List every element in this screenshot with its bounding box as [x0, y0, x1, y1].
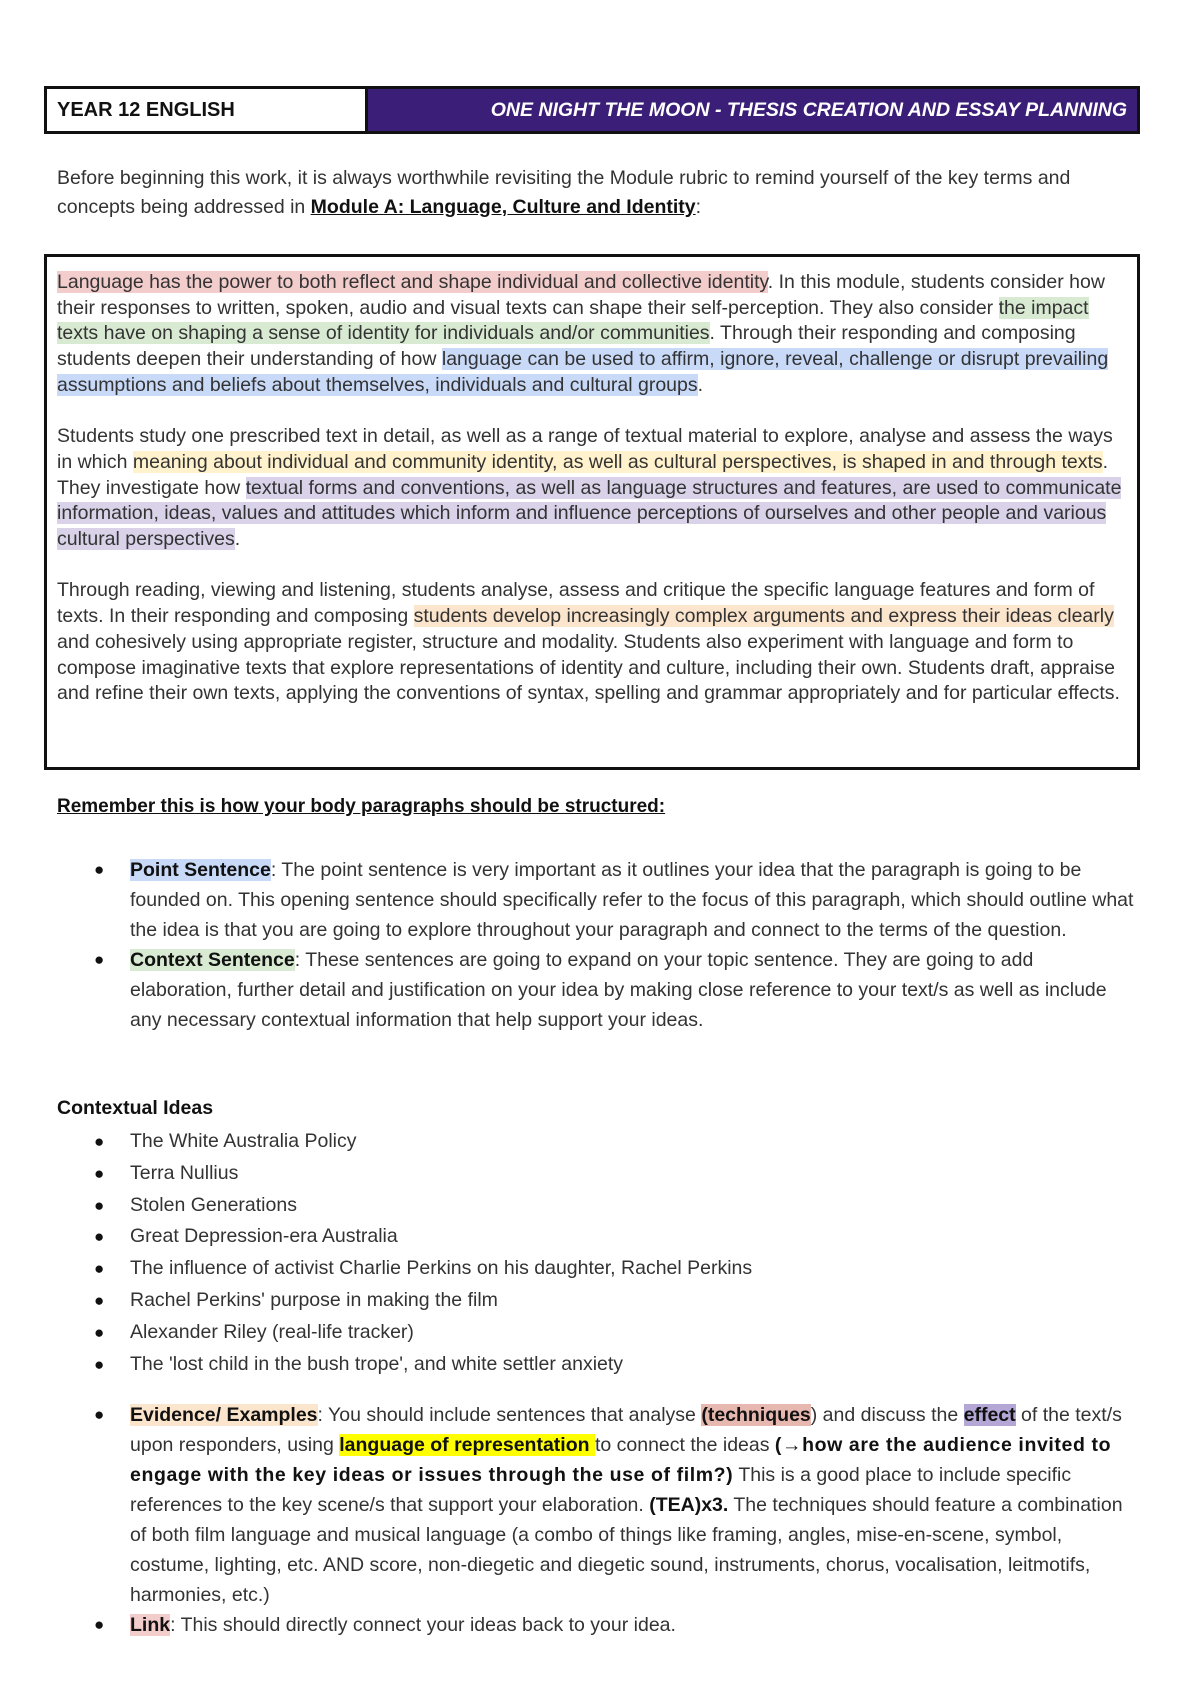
context-sentence-label: Context Sentence — [130, 949, 295, 971]
structure-heading: Remember this is how your body paragraphs should be structured: — [57, 796, 666, 817]
evidence-question: (→how are the audience invited to engage with the key ideas or issues through the use of film?) — [130, 1434, 1112, 1486]
rubric-text: and cohesively using appropriate register, structure and modality. Students also experiment with language and form to compose imaginative texts that explore representations of identity and culture, including their own. Students draft, appraise and refine their own texts, applying the conventions of syntax, spelling and grammar appropriately and for particular effects. — [57, 630, 1120, 705]
bullet-icon: ● — [94, 1322, 105, 1342]
evidence-text: to connect the ideas — [594, 1434, 775, 1456]
bullet-icon: ● — [94, 1195, 105, 1215]
evidence-text: : You should include sentences that analyse — [317, 1404, 702, 1426]
highlight-red: Language has the power to both reflect and shape individual and collective identity — [57, 271, 768, 293]
rubric-text: . Through their responding and composing students deepen their understanding of how — [57, 322, 1076, 371]
list-item — [90, 1400, 1140, 1610]
highlight-yellow: meaning about individual and community identity, as well as cultural perspectives, is shaped in and through texts — [132, 450, 1103, 473]
list-item — [90, 855, 1140, 945]
highlight-blue: language can be used to affirm, ignore, reveal, challenge or disrupt prevailing assumptions and beliefs about themselves, individuals and cultural groups — [57, 348, 1109, 396]
rubric-paragraph-2 — [57, 424, 1127, 553]
list-item-text: Alexander Riley (real-life tracker) — [130, 1320, 414, 1343]
list-item-text: The influence of activist Charlie Perkins on his daughter, Rachel Perkins — [130, 1257, 753, 1280]
document-title: ONE NIGHT THE MOON - THESIS CREATION AND ESSAY PLANNING — [368, 89, 1137, 131]
separator: : — [270, 859, 277, 881]
intro-text: Before beginning this work, it is always worthwhile revisiting the Module rubric to remind yourself of the key terms and concepts being addressed in — [57, 167, 1071, 218]
rubric-text: . — [234, 528, 241, 551]
point-sentence-label: Point Sentence — [130, 859, 271, 881]
bullet-icon: ● — [94, 1259, 105, 1279]
list-item — [90, 1253, 1140, 1285]
list-item-text: Stolen Generations — [130, 1193, 297, 1216]
language-of-representation-highlight: language of representation — [339, 1434, 595, 1456]
rubric-text: . In this module, students consider how their responses to written, spoken, audio and visual texts can shape their self-perception. They also consider — [57, 271, 1105, 319]
rubric-text: . They investigate how — [57, 450, 1109, 499]
intro-colon: : — [695, 196, 702, 218]
bullet-icon: ● — [94, 950, 105, 969]
list-item — [90, 1349, 1140, 1381]
list-item — [90, 1221, 1140, 1253]
context-sentence-text: These sentences are going to expand on your topic sentence. They are going to add elaboration, further detail and justification on your idea by making close reference to your text/s as well as include any necessary contextual information that help support your ideas. — [130, 949, 1107, 1031]
contextual-ideas-list — [90, 1126, 1140, 1380]
bullet-icon: ● — [94, 860, 105, 879]
contextual-ideas-heading: Contextual Ideas — [57, 1097, 214, 1119]
list-item — [90, 1285, 1140, 1317]
bullet-icon: ● — [94, 1405, 105, 1424]
link-text: : This should directly connect your ideas back to your idea. — [170, 1614, 676, 1636]
list-item-text: Great Depression-era Australia — [130, 1225, 398, 1248]
evidence-text: ) and discuss the — [810, 1404, 964, 1426]
separator: : — [294, 949, 301, 971]
tea-label: (TEA)x3. — [649, 1494, 729, 1516]
link-label: Link — [130, 1614, 171, 1636]
list-item — [90, 1126, 1140, 1158]
module-rubric-box — [44, 254, 1140, 770]
intro-paragraph — [57, 164, 1147, 222]
list-item — [90, 1610, 1140, 1640]
rubric-paragraph-1 — [57, 270, 1127, 399]
rubric-text: Students study one prescribed text in detail, as well as a range of textual material to explore, analyse and assess the ways in which — [57, 425, 1113, 473]
effect-highlight: effect — [963, 1404, 1016, 1426]
bullet-icon: ● — [94, 1132, 105, 1151]
bullet-icon: ● — [94, 1163, 105, 1183]
rubric-text: Through reading, viewing and listening, students analyse, assess and critique the specific language features and form of texts. In their responding and composing — [57, 579, 1095, 628]
evidence-text: This is a good place to include specific references to the key scene/s that support your elaboration. — [130, 1464, 1072, 1516]
bullet-icon: ● — [94, 1354, 105, 1374]
list-item — [90, 1158, 1140, 1190]
highlight-orange: students develop increasingly complex arguments and express their ideas clearly — [413, 605, 1114, 628]
techniques-highlight: (techniques — [701, 1404, 811, 1426]
rubric-paragraph-3 — [57, 578, 1127, 707]
highlight-green: the impact texts have on shaping a sense of identity for individuals and/or communities — [57, 296, 1089, 345]
list-item-text: The White Australia Policy — [130, 1130, 357, 1152]
evidence-link-list — [90, 1400, 1140, 1640]
list-item — [90, 945, 1140, 1035]
bullet-icon: ● — [94, 1227, 105, 1247]
list-item-text: Rachel Perkins' purpose in making the film — [130, 1288, 498, 1311]
list-item — [90, 1190, 1140, 1222]
evidence-text: of the text/s upon responders, using — [130, 1404, 1122, 1456]
module-title: Module A: Language, Culture and Identity — [310, 196, 696, 218]
list-item-text: The 'lost child in the bush trope', and white settler anxiety — [130, 1352, 624, 1375]
list-item-text: Terra Nullius — [130, 1161, 239, 1184]
evidence-label: Evidence/ Examples — [130, 1404, 318, 1426]
list-item — [90, 1317, 1140, 1349]
evidence-text: The techniques should feature a combination of both film language and musical language (a combo of things like framing, angles, mise-en-scene, symbol, costume, lighting, etc. AND score, non-diegetic and diegetic sound, instruments, chorus, vocalisation, leitmotifs, harmonies, etc.) — [130, 1494, 1123, 1606]
bullet-icon: ● — [94, 1615, 105, 1634]
structure-list — [90, 855, 1140, 1035]
course-title: YEAR 12 ENGLISH — [47, 89, 368, 131]
point-sentence-text: The point sentence is very important as it outlines your idea that the paragraph is going to be founded on. This opening sentence should specifically refer to the focus of this paragraph, which should outline what the idea is that you are going to explore throughout your paragraph and connect to the terms of the question. — [130, 859, 1134, 941]
header-table — [44, 86, 1140, 134]
rubric-text: . — [697, 373, 704, 396]
highlight-purple: textual forms and conventions, as well as language structures and features, are used to communicate information, ideas, values and attitudes which inform and influence perceptions of ourselves and other people and various cultural perspectives — [57, 476, 1122, 551]
bullet-icon: ● — [94, 1290, 105, 1310]
